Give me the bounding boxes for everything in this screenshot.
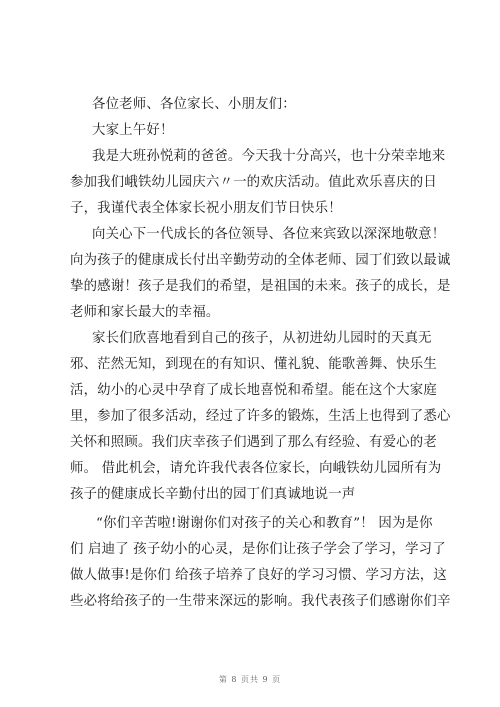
salutation-line: 各位老师、各位家长、小朋友们： xyxy=(92,97,296,112)
paragraph-line: 们 启迪了 孩子幼小的心灵，是你们让孩子学会了学习，学习了 xyxy=(70,542,446,557)
paragraph-line: 活，幼小的心灵中孕育了成长地喜悦和希望。能在这个大家庭 xyxy=(70,383,437,398)
greeting-line: 大家上午好！ xyxy=(92,123,174,138)
paragraph-line: 向关心下一代成长的各位领导、各位来宾致以深深地敬意！ xyxy=(92,227,446,242)
paragraph-line: 关怀和照顾。我们庆幸孩子们遇到了那么有经验、有爱心的老 xyxy=(70,435,437,450)
paragraph-line: “你们辛苦啦!谢谢你们对孩子的关心和教育”！ 因为是你 xyxy=(96,516,433,531)
paragraph-line: 孩子的健康成长辛勤付出的园丁们真诚地说一声 xyxy=(70,487,356,502)
paragraph-line: 挚的感谢！孩子是我们的希望，是祖国的未来。孩子的成长，是 xyxy=(70,279,451,294)
paragraph-line: 些必将给孩子的一生带来深远的影响。我代表孩子们感谢你们辛 xyxy=(70,594,451,609)
paragraph-line: 我是大班孙悦莉的爸爸。今天我十分高兴，也十分荣幸地来 xyxy=(92,149,446,164)
paragraph-line: 子，我谨代表全体家长祝小朋友们节日快乐！ xyxy=(70,201,342,216)
paragraph-line: 做人做事!是你们 给孩子培养了良好的学习习惯、学习方法，这 xyxy=(70,568,447,583)
paragraph-line: 向为孩子的健康成长付出辛勤劳动的全体老师、园丁们致以最诚 xyxy=(70,253,451,268)
paragraph-line: 邪、茫然无知，到现在的有知识、懂礼貌、能歌善舞、快乐生 xyxy=(70,357,437,372)
paragraph-line: 家长们欣喜地看到自己的孩子，从初进幼儿园时的天真无 xyxy=(92,331,432,346)
paragraph-line: 老师和家长最大的幸福。 xyxy=(70,305,220,320)
paragraph-line: 里，参加了很多活动，经过了许多的锻炼，生活上也得到了悉心 xyxy=(70,409,451,424)
paragraph-line: 参加我们峨铁幼儿园庆六〃一的欢庆活动。值此欢乐喜庆的日 xyxy=(70,175,437,190)
page-number-footer: 第 8 页共 9 页 xyxy=(218,675,282,684)
paragraph-line: 师。 借此机会，请允许我代表各位家长，向峨铁幼儿园所有为 xyxy=(70,461,442,476)
